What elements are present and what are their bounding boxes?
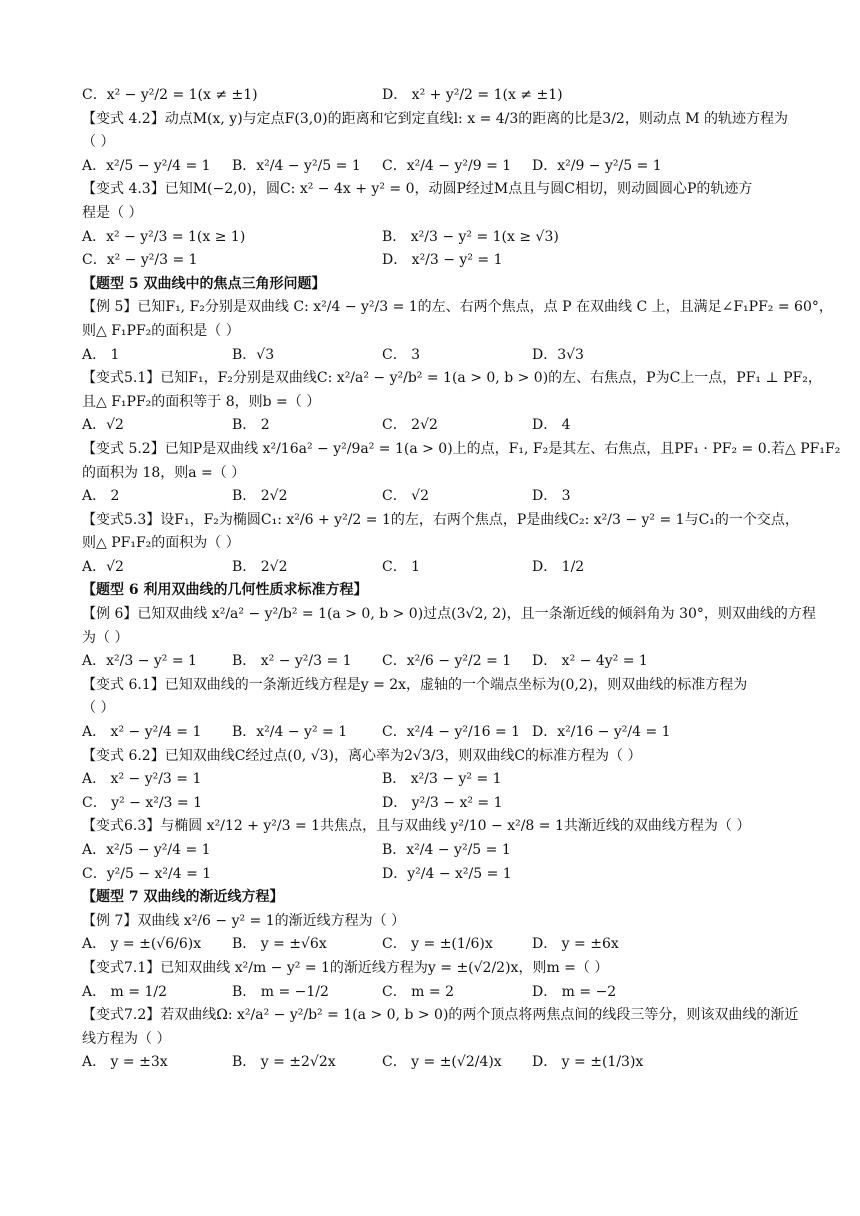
answer-option: C． y² − x²/3 = 1 bbox=[82, 794, 202, 811]
answer-option: A．x²/3 − y² = 1 bbox=[82, 653, 197, 670]
answer-option: B．x²/4 − y²/5 = 1 bbox=[232, 157, 361, 174]
options-row bbox=[82, 226, 782, 250]
answer-option: B． x²/3 − y² = 1 bbox=[382, 771, 502, 788]
section-heading: 【题型 7 双曲线的渐近线方程】 bbox=[82, 889, 284, 906]
answer-option: D． y = ±6x bbox=[532, 936, 619, 953]
answer-option: D． 1/2 bbox=[532, 558, 585, 575]
section-heading: 【题型 6 利用双曲线的几何性质求标准方程】 bbox=[82, 582, 368, 599]
question-text-line: 【变式 5.2】已知P是双曲线 x²/16a² − y²/9a² = 1(a > 0)上的点，F₁, F₂是其左、右焦点，且PF₁ · PF₂ = 0.若△ PF₁F₂ bbox=[82, 440, 841, 457]
question-text-line: （ ） bbox=[82, 700, 115, 717]
answer-option: A．x²/5 − y²/4 = 1 bbox=[82, 157, 211, 174]
options-row bbox=[82, 344, 782, 368]
answer-option: C． 1 bbox=[382, 558, 421, 575]
answer-option: C．x²/6 − y²/2 = 1 bbox=[382, 653, 512, 670]
answer-option: A． x² − y²/3 = 1 bbox=[82, 771, 202, 788]
answer-option: D． 4 bbox=[532, 417, 571, 434]
answer-option: B． y = ±√6x bbox=[232, 936, 327, 953]
options-row bbox=[82, 249, 782, 273]
answer-option: B．x²/4 − y²/5 = 1 bbox=[382, 842, 511, 858]
options-row bbox=[82, 768, 782, 792]
options-row bbox=[82, 1051, 782, 1075]
answer-option: C．x²/4 − y²/16 = 1 bbox=[382, 724, 521, 741]
answer-option: C． y = ±(√2/4)x bbox=[382, 1054, 502, 1071]
answer-option: A．√2 bbox=[82, 558, 124, 575]
options-row bbox=[82, 556, 782, 580]
options-row bbox=[82, 84, 782, 108]
question-text-line: 【变式 6.2】已知双曲线C经过点(0, √3)，离心率为2√3/3，则双曲线C的标准方程为（ ） bbox=[82, 747, 642, 764]
answer-option: D． 3 bbox=[532, 488, 571, 505]
answer-option: B．x²/4 − y² = 1 bbox=[232, 724, 348, 741]
answer-option: D．y²/4 − x²/5 = 1 bbox=[382, 865, 512, 882]
answer-option: D．3√3 bbox=[532, 346, 584, 363]
answer-option: C． 3 bbox=[382, 346, 421, 363]
answer-option: C．x² − y²/3 = 1 bbox=[82, 252, 198, 269]
answer-option: B． 2√2 bbox=[232, 558, 288, 575]
document-page bbox=[82, 84, 841, 1075]
answer-option: D． y = ±(1/3)x bbox=[532, 1054, 644, 1071]
answer-option: A． 1 bbox=[82, 346, 120, 363]
answer-option: C． 2√2 bbox=[382, 417, 438, 434]
answer-option: A．x²/5 − y²/4 = 1 bbox=[82, 842, 211, 858]
question-text-line: 的面积为 18，则a =（ ） bbox=[82, 464, 246, 481]
options-row bbox=[82, 839, 782, 863]
section-heading: 【题型 5 双曲线中的焦点三角形问题】 bbox=[82, 275, 326, 292]
answer-option: D．x²/9 − y²/5 = 1 bbox=[532, 157, 662, 174]
answer-option: A． m = 1/2 bbox=[82, 983, 167, 1000]
question-text-line: 则△ PF₁F₂的面积为（ ） bbox=[82, 535, 240, 552]
answer-option: B． x² − y²/3 = 1 bbox=[232, 653, 352, 670]
answer-option: A． y = ±(√6/6)x bbox=[82, 936, 202, 953]
answer-option: A．x² − y²/3 = 1(x ≥ 1) bbox=[82, 228, 246, 245]
question-text-line: 【例 5】已知F₁, F₂分别是双曲线 C: x²/4 − y²/3 = 1的左、右两个焦点，点 P 在双曲线 C 上，且满足∠F₁PF₂ = 60°， bbox=[82, 299, 833, 316]
answer-option: D． x²/3 − y² = 1 bbox=[382, 252, 503, 269]
question-text-line: 【变式 4.3】已知M(−2,0)，圆C: x² − 4x + y² = 0，动圆P经过M点且与圆C相切，则动圆圆心P的轨迹方 bbox=[82, 181, 753, 198]
answer-option: B． 2√2 bbox=[232, 488, 288, 505]
question-text-line: 则△ F₁PF₂的面积是（ ） bbox=[82, 322, 240, 339]
answer-option: C． m = 2 bbox=[382, 983, 454, 1000]
answer-option: B． m = −1/2 bbox=[232, 983, 329, 1000]
answer-option: A．√2 bbox=[82, 417, 124, 434]
answer-option: B． 2 bbox=[232, 417, 270, 434]
options-row bbox=[82, 650, 782, 674]
question-text-line: 程是（ ） bbox=[82, 204, 143, 221]
answer-option: B．√3 bbox=[232, 346, 275, 363]
answer-option: C．x²/4 − y²/9 = 1 bbox=[382, 157, 512, 174]
answer-option: C．y²/5 − x²/4 = 1 bbox=[82, 865, 212, 882]
options-row bbox=[82, 485, 782, 509]
question-text-line: 【变式5.3】设F₁，F₂为椭圆C₁: x²/6 + y²/2 = 1的左，右两个焦点，P是曲线C₂: x²/3 − y² = 1与C₁的一个交点， bbox=[82, 511, 799, 528]
options-row bbox=[82, 414, 782, 438]
question-text-line: 【变式 6.1】已知双曲线的一条渐近线方程是y = 2x，虚轴的一个端点坐标为(0,2)，则双曲线的标准方程为 bbox=[82, 676, 748, 693]
question-text-line: 且△ F₁PF₂的面积等于 8，则b =（ ） bbox=[82, 393, 321, 410]
question-text-line: 【变式5.1】已知F₁，F₂分别是双曲线C: x²/a² − y²/b² = 1(a > 0, b > 0)的左、右焦点，P为C上一点，PF₁ ⊥ PF₂， bbox=[82, 370, 822, 387]
answer-option: D． y²/3 − x² = 1 bbox=[382, 794, 503, 811]
options-row bbox=[82, 155, 782, 179]
options-row bbox=[82, 981, 782, 1005]
answer-option: A． x² − y²/4 = 1 bbox=[82, 724, 202, 741]
answer-option: C．x² − y²/2 = 1(x ≠ ±1) bbox=[82, 87, 258, 103]
answer-option: B． y = ±2√2x bbox=[232, 1054, 336, 1071]
question-text-line: 【变式7.1】已知双曲线 x²/m − y² = 1的渐近线方程为y = ±(√2/2)x，则m =（ ） bbox=[82, 959, 609, 976]
answer-option: D． x² + y²/2 = 1(x ≠ ±1) bbox=[382, 87, 563, 103]
options-row bbox=[82, 721, 782, 745]
answer-option: C． y = ±(1/6)x bbox=[382, 936, 493, 953]
options-row bbox=[82, 792, 782, 816]
answer-option: D． m = −2 bbox=[532, 983, 617, 1000]
answer-option: A． 2 bbox=[82, 488, 120, 505]
question-text-line: 线方程为（ ） bbox=[82, 1030, 171, 1047]
question-text-line: 【变式 4.2】动点M(x, y)与定点F(3,0)的距离和它到定直线l: x = 4/3的距离的比是3/2，则动点 M 的轨迹方程为 bbox=[82, 110, 789, 127]
options-row bbox=[82, 933, 782, 957]
answer-option: C． √2 bbox=[382, 488, 429, 505]
question-text-line: 为（ ） bbox=[82, 629, 129, 646]
question-text-line: 【例 7】双曲线 x²/6 − y² = 1的渐近线方程为（ ） bbox=[82, 912, 406, 929]
question-text-line: （ ） bbox=[82, 134, 115, 151]
answer-option: A． y = ±3x bbox=[82, 1054, 168, 1071]
question-text-line: 【变式6.3】与椭圆 x²/12 + y²/3 = 1共焦点，且与双曲线 y²/10 − x²/8 = 1共渐近线的双曲线方程为（ ） bbox=[82, 818, 751, 835]
answer-option: B． x²/3 − y² = 1(x ≥ √3) bbox=[382, 228, 559, 245]
answer-option: D． x² − 4y² = 1 bbox=[532, 653, 648, 670]
options-row bbox=[82, 863, 782, 887]
question-text-line: 【变式7.2】若双曲线Ω: x²/a² − y²/b² = 1(a > 0, b > 0)的两个顶点将两焦点间的线段三等分，则该双曲线的渐近 bbox=[82, 1007, 799, 1024]
question-text-line: 【例 6】已知双曲线 x²/a² − y²/b² = 1(a > 0, b > 0)过点(3√2, 2)，且一条渐近线的倾斜角为 30°，则双曲线的方程 bbox=[82, 606, 816, 623]
answer-option: D．x²/16 − y²/4 = 1 bbox=[532, 724, 671, 741]
